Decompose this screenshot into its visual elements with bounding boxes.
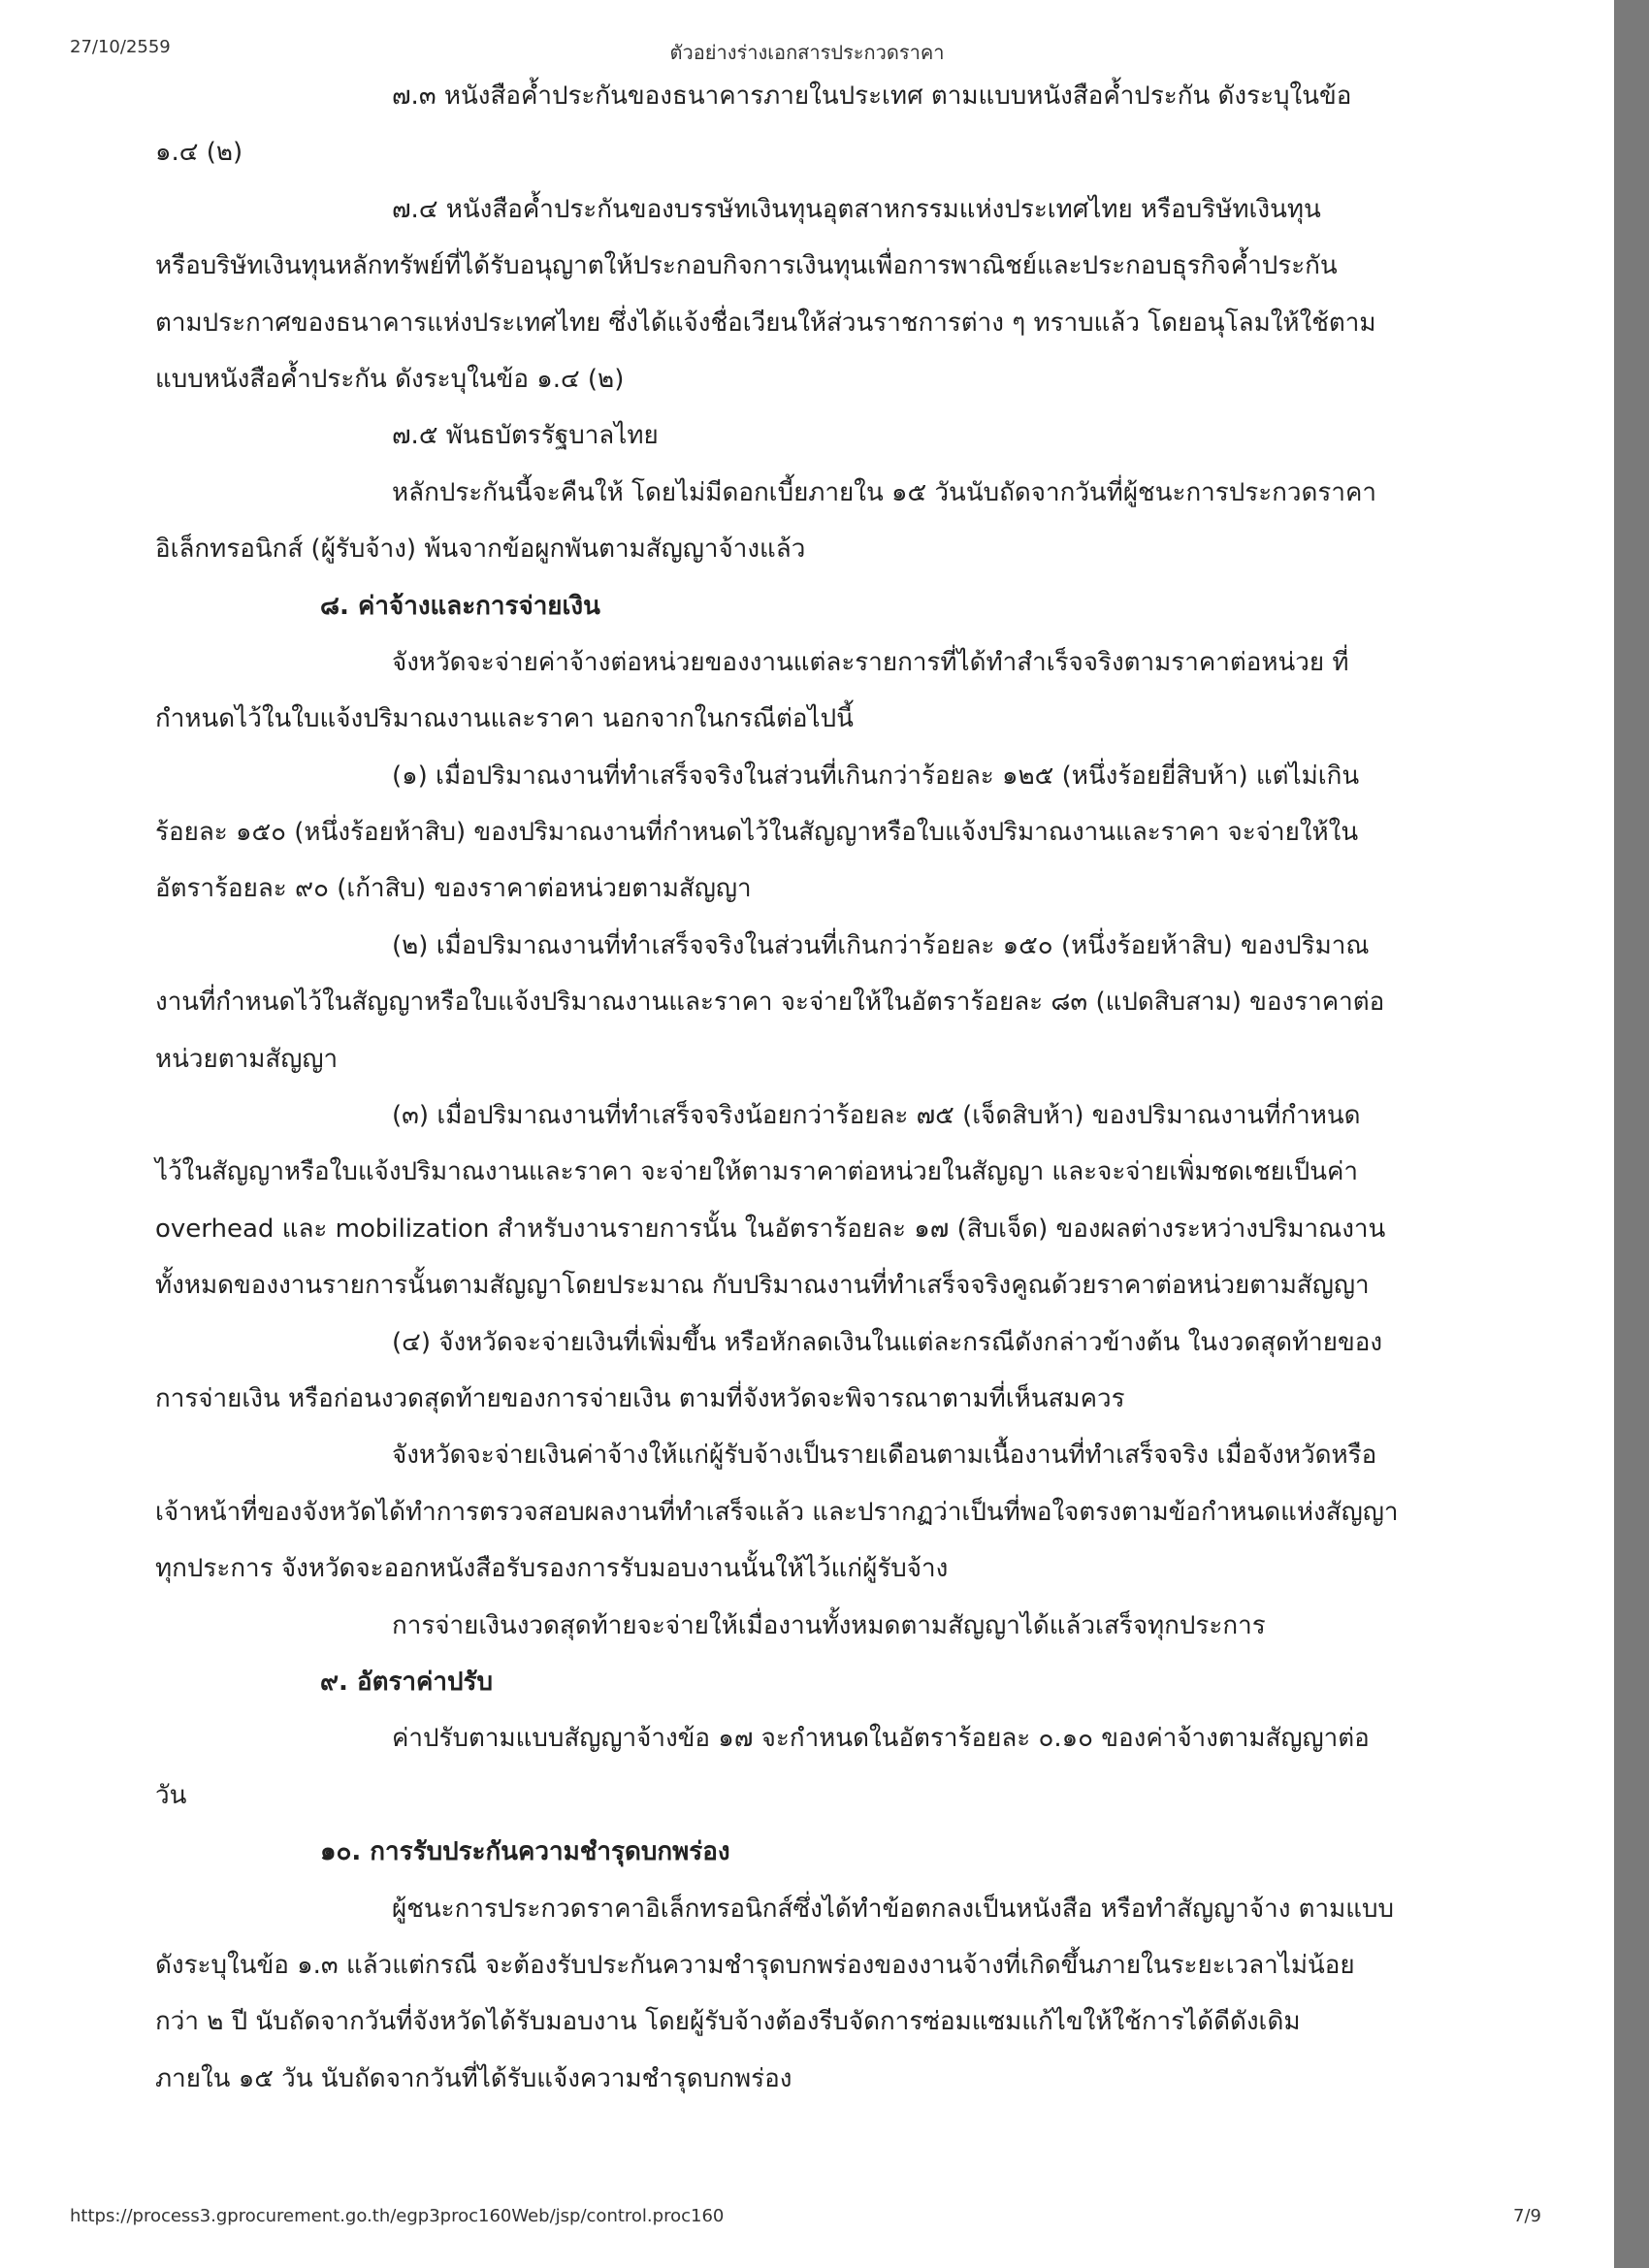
text-line: ทุกประการ จังหวัดจะออกหนังสือรับรองการรับมอบงานนั้นให้ไว้แก่ผู้รับจ้าง — [155, 1554, 949, 1584]
text-line: ร้อยละ ๑๕๐ (หนึ่งร้อยห้าสิบ) ของปริมาณงานที่กำหนดไว้ในสัญญาหรือใบแจ้งปริมาณงานและราคา จะจ่ายให้ใน — [155, 818, 1359, 848]
text-line: หลักประกันนี้จะคืนให้ โดยไม่มีดอกเบี้ยภายใน ๑๕ วันนับถัดจากวันที่ผู้ชนะการประกวดราคา — [392, 477, 1376, 507]
section-heading: ๙. อัตราค่าปรับ — [320, 1667, 494, 1697]
text-line: อัตราร้อยละ ๙๐ (เก้าสิบ) ของราคาต่อหน่วยตามสัญญา — [155, 874, 752, 904]
text-line: งานที่กำหนดไว้ในสัญญาหรือใบแจ้งปริมาณงานและราคา จะจ่ายให้ในอัตราร้อยละ ๘๓ (แปดสิบสาม) ของราคาต่อ — [155, 988, 1385, 1018]
text-line: ค่าปรับตามแบบสัญญาจ้างข้อ ๑๗ จะกำหนดในอัตราร้อยละ ๐.๑๐ ของค่าจ้างตามสัญญาต่อ — [392, 1724, 1370, 1754]
text-line: ๗.๓ หนังสือค้ำประกันของธนาคารภายในประเทศ ตามแบบหนังสือค้ำประกัน ดังระบุในข้อ — [392, 81, 1352, 111]
text-line: กว่า ๒ ปี นับถัดจากวันที่จังหวัดได้รับมอบงาน โดยผู้รับจ้างต้องรีบจัดการซ่อมแซมแก้ไขให้ใช้การได้ดีดังเดิม — [155, 2007, 1301, 2037]
text-line: ตามประกาศของธนาคารแห่งประเทศไทย ซึ่งได้แจ้งชื่อเวียนให้ส่วนราชการต่าง ๆ ทราบแล้ว โดยอนุโลมให้ใช้ตาม — [155, 308, 1376, 338]
text-line: จังหวัดจะจ่ายค่าจ้างต่อหน่วยของงานแต่ละรายการที่ได้ทำสำเร็จจริงตามราคาต่อหน่วย ที่ — [392, 647, 1349, 677]
page-number: 7/9 — [1513, 2206, 1541, 2226]
text-line: การจ่ายเงิน หรือก่อนงวดสุดท้ายของการจ่ายเงิน ตามที่จังหวัดจะพิจารณาตามที่เห็นสมควร — [155, 1383, 1125, 1413]
text-line: แบบหนังสือค้ำประกัน ดังระบุในข้อ ๑.๔ (๒) — [155, 364, 625, 394]
print-date: 27/10/2559 — [70, 37, 171, 57]
text-line: ผู้ชนะการประกวดราคาอิเล็กทรอนิกส์ซึ่งได้ทำข้อตกลงเป็นหนังสือ หรือทำสัญญาจ้าง ตามแบบ — [392, 1894, 1395, 1924]
text-line: ภายใน ๑๕ วัน นับถัดจากวันที่ได้รับแจ้งความชำรุดบกพร่อง — [155, 2063, 792, 2093]
text-line: ๗.๔ หนังสือค้ำประกันของบรรษัทเงินทุนอุตสาหกรรมแห่งประเทศไทย หรือบริษัทเงินทุน — [392, 194, 1321, 224]
document-title: ตัวอย่างร่างเอกสารประกวดราคา — [669, 41, 945, 64]
text-line: กำหนดไว้ในใบแจ้งปริมาณงานและราคา นอกจากในกรณีต่อไปนี้ — [155, 704, 854, 734]
text-line: ๑.๔ (๒) — [155, 138, 243, 168]
text-line: (๑) เมื่อปริมาณงานที่ทำเสร็จจริงในส่วนที่เกินกว่าร้อยละ ๑๒๕ (หนึ่งร้อยยี่สิบห้า) แต่ไม่เกิน — [392, 761, 1360, 791]
text-line: เจ้าหน้าที่ของจังหวัดได้ทำการตรวจสอบผลงานที่ทำเสร็จแล้ว และปรากฏว่าเป็นที่พอใจตรงตามข้อกำหนดแห่งสัญญา — [155, 1497, 1399, 1527]
section-heading: ๘. ค่าจ้างและการจ่ายเงิน — [320, 591, 600, 621]
text-line: หน่วยตามสัญญา — [155, 1044, 339, 1074]
text-line: overhead และ mobilization สำหรับงานรายการนั้น ในอัตราร้อยละ ๑๗ (สิบเจ็ด) ของผลต่างระหว่างปริมาณงาน — [155, 1214, 1386, 1244]
text-line: การจ่ายเงินงวดสุดท้ายจะจ่ายให้เมื่องานทั้งหมดตามสัญญาได้แล้วเสร็จทุกประการ — [392, 1610, 1266, 1640]
text-line: (๒) เมื่อปริมาณงานที่ทำเสร็จจริงในส่วนที่เกินกว่าร้อยละ ๑๕๐ (หนึ่งร้อยห้าสิบ) ของปริมาณ — [392, 930, 1370, 960]
scan-edge-bar — [1614, 0, 1649, 2268]
text-line: ทั้งหมดของงานรายการนั้นตามสัญญาโดยประมาณ กับปริมาณงานที่ทำเสร็จจริงคูณด้วยราคาต่อหน่วยตามสัญญา — [155, 1271, 1370, 1301]
text-line: หรือบริษัทเงินทุนหลักทรัพย์ที่ได้รับอนุญาตให้ประกอบกิจการเงินทุนเพื่อการพาณิชย์และประกอบธุรกิจค้ำประกัน — [155, 251, 1338, 281]
text-line: (๓) เมื่อปริมาณงานที่ทำเสร็จจริงน้อยกว่าร้อยละ ๗๕ (เจ็ดสิบห้า) ของปริมาณงานที่กำหนด — [392, 1101, 1361, 1131]
text-line: ๗.๕ พันธบัตรรัฐบาลไทย — [392, 421, 659, 451]
text-line: วัน — [155, 1780, 187, 1810]
text-line: ไว้ในสัญญาหรือใบแจ้งปริมาณงานและราคา จะจ่ายให้ตามราคาต่อหน่วยในสัญญา และจะจ่ายเพิ่มชดเชยเป็นค่า — [155, 1157, 1358, 1187]
text-line: อิเล็กทรอนิกส์ (ผู้รับจ้าง) พ้นจากข้อผูกพันตามสัญญาจ้างแล้ว — [155, 535, 806, 565]
section-heading: ๑๐. การรับประกันความชำรุดบกพร่อง — [320, 1837, 730, 1867]
text-line: ดังระบุในข้อ ๑.๓ แล้วแต่กรณี จะต้องรับประกันความชำรุดบกพร่องของงานจ้างที่เกิดขึ้นภายในระยะเวลาไม่น้อย — [155, 1950, 1355, 1980]
footer-url: https://process3.gprocurement.go.th/egp3proc160Web/jsp/control.proc160 — [70, 2206, 725, 2226]
text-line: จังหวัดจะจ่ายเงินค่าจ้างให้แก่ผู้รับจ้างเป็นรายเดือนตามเนื้องานที่ทำเสร็จจริง เมื่อจังหวัดหรือ — [392, 1441, 1377, 1471]
document-body — [155, 68, 1465, 2107]
text-line: (๔) จังหวัดจะจ่ายเงินที่เพิ่มขึ้น หรือหักลดเงินในแต่ละกรณีดังกล่าวข้างต้น ในงวดสุดท้ายของ — [392, 1327, 1383, 1357]
